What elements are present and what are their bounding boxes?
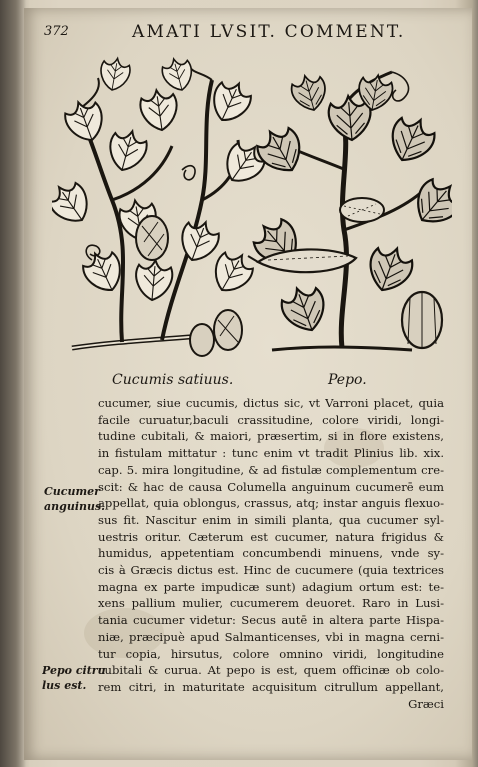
cucumber-fruit — [136, 216, 168, 260]
text-line: facile curuatur,baculi crassitudine, colore viridi, longi- — [98, 412, 444, 427]
text-line: xens pallium mulier, cucumerem deuoret. Raro in Lusi- — [98, 596, 444, 611]
text-line: uestris oritur. Cæterum est cucumer, natura frigidus & — [98, 529, 444, 544]
body-text — [98, 395, 444, 712]
text-line: rem citri, in maturitate acquisitum citrullum appellant, — [98, 679, 444, 694]
botanical-woodcut-illustration — [52, 50, 452, 368]
melon-fruit — [340, 198, 384, 222]
text-line: humidus, appetentiam concumbendi minuens, vnde sy- — [98, 546, 444, 561]
text-line: cucumer, siue cucumis, dictus sic, vt Varroni placet, quia — [98, 396, 444, 410]
cucumis-plant-figure — [52, 55, 270, 356]
text-line: tania cucumer videtur: Secus autē in altera parte Hispa- — [98, 613, 444, 628]
marginal-note-line: Cucumer — [44, 485, 100, 498]
text-line: cap. 5. mira longitudine, & ad fistulæ complementum cre- — [98, 462, 444, 477]
text-line: appellat, quia oblongus, crassus, atq; instar anguis flexuo- — [98, 496, 444, 511]
text-line: tudine cubitali, & maiori, præsertim, si in flore existens, — [98, 429, 444, 444]
catchword: Græci — [408, 696, 444, 711]
text-line: niæ, præcipuè apud Salmanticenses, vbi in magna cerni- — [98, 629, 444, 644]
running-title: AMATI LVSIT. COMMENT. — [132, 22, 406, 42]
cucumber-fruit — [214, 310, 242, 350]
figure-caption-pepo: Pepo. — [328, 372, 367, 388]
running-header — [44, 22, 454, 46]
text-line: cubitali & curua. At pepo is est, quem officinæ ob colo- — [98, 663, 444, 678]
figure-caption-cucumis: Cucumis satiuus. — [112, 372, 234, 388]
marginal-note-pepo — [42, 663, 106, 693]
melon-fruit — [402, 292, 442, 348]
marginal-note-cucumer — [44, 484, 105, 514]
page-number: 372 — [44, 24, 69, 39]
pepo-plant-figure — [248, 72, 452, 350]
text-line: sus fit. Nascitur enim in simili planta, qua cucumer syl- — [98, 512, 444, 527]
text-line: scit: & hac de causa Columella anguinum cucumerē eum — [98, 479, 444, 494]
book-spine — [0, 0, 26, 767]
text-line: in fistulam mittatur : tunc enim vt tradit Plinius lib. xix. — [98, 446, 444, 461]
text-line: magna ex parte impudicæ sunt) adagium ortum est: te- — [98, 579, 444, 594]
marginal-note-line: anguinus. — [44, 500, 106, 513]
text-line: tur copia, hirsutus, colore omnino viridi, longitudine — [98, 646, 444, 661]
text-line: cis à Græcis dictus est. Hinc de cucumere (quia textrices — [98, 563, 444, 578]
marginal-note-line: lus est. — [42, 679, 87, 692]
marginal-note-line: Pepo citru — [42, 664, 106, 677]
cucumber-fruit — [190, 324, 214, 356]
